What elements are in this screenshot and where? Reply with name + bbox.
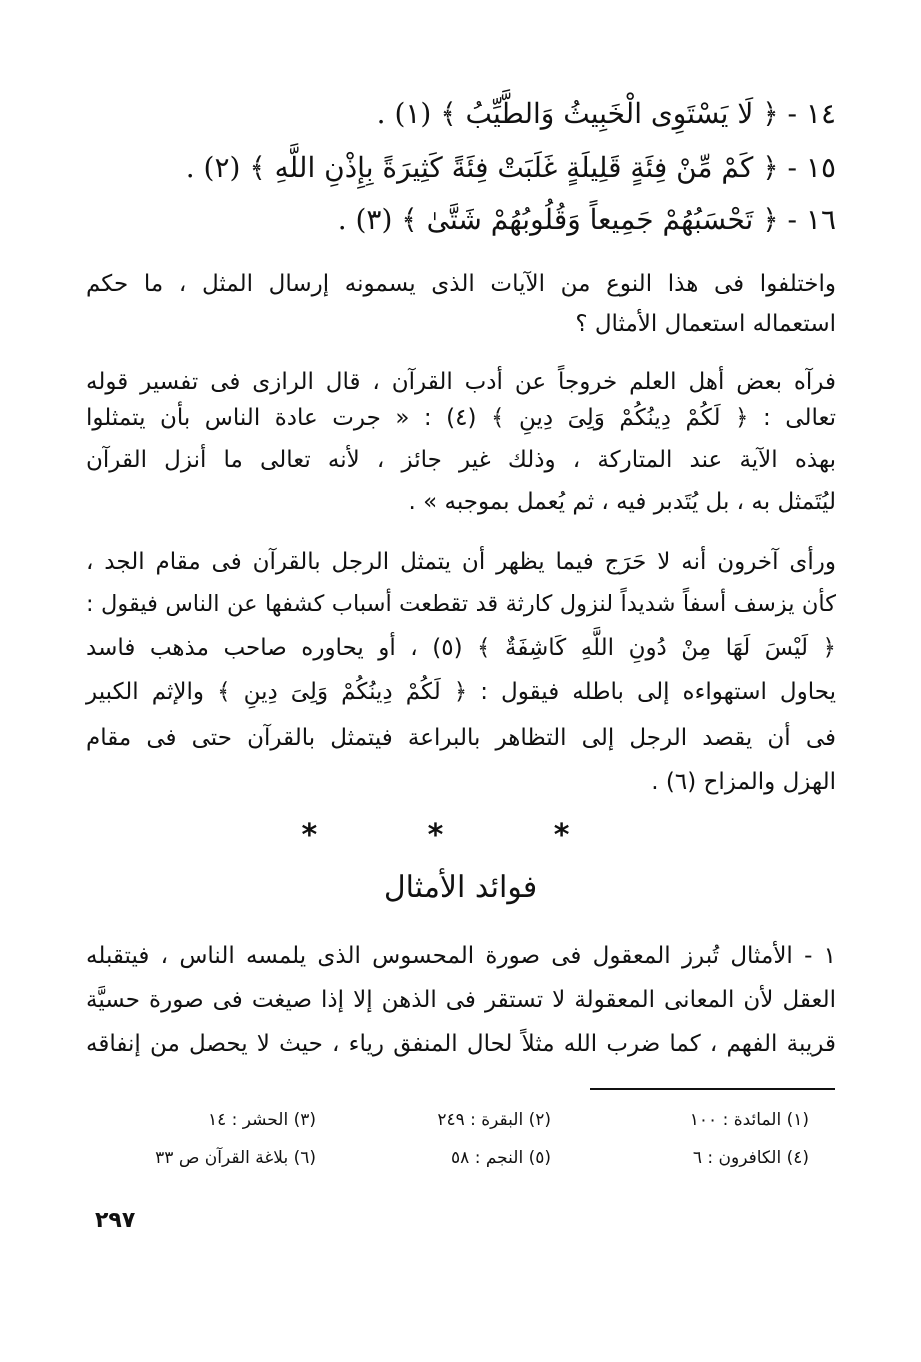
section-separator: * * *: [301, 818, 620, 853]
paragraph-3-line-4: يحاول استهواءه إلى باطله فيقول : ﴿ لَكُمْ دِينُكُمْ وَلِىَ دِينِ ﴾ والإثم الكبير: [86, 679, 836, 705]
footnote-1: (١) المائدة : ١٠٠: [689, 1110, 809, 1130]
section-title: فوائد الأمثال: [383, 870, 538, 905]
paragraph-1-line-2: استعماله استعمال الأمثال ؟: [575, 311, 836, 337]
paragraph-3-line-5: فى أن يقصد الرجل إلى التظاهر بالبراعة فيتمثل بالقرآن حتى فى مقام: [86, 725, 836, 751]
footnote-5: (٥) النجم : ٥٨: [451, 1148, 551, 1168]
paragraph-3-line-6: الهزل والمزاح (٦) .: [651, 769, 836, 795]
footnote-4: (٤) الكافرون : ٦: [692, 1148, 809, 1168]
paragraph-2-line-1: فرآه بعض أهل العلم خروجاً عن أدب القرآن ، قال الرازى فى تفسير قوله: [86, 369, 836, 395]
footnote-divider: [590, 1088, 835, 1090]
verse-15: ١٥ - ﴿ كَمْ مِّنْ فِئَةٍ قَلِيلَةٍ غَلَبَتْ فِئَةً كَثِيرَةً بِإِذْنِ اللَّهِ ﴾ (٢) .: [185, 151, 836, 184]
paragraph-4-line-2: العقل لأن المعانى المعقولة لا تستقر فى الذهن إلا إذا صيغت فى صورة حسيَّة: [86, 987, 836, 1013]
footnote-6: (٦) بلاغة القرآن ص ٣٣: [155, 1148, 316, 1168]
paragraph-4-line-1: ١ - الأمثال تُبرز المعقول فى صورة المحسوس الذى يلمسه الناس ، فيتقبله: [86, 943, 836, 969]
paragraph-1-line-1: واختلفوا فى هذا النوع من الآيات الذى يسمونه إرسال المثل ، ما حكم: [86, 271, 836, 297]
paragraph-3-line-1: ورأى آخرون أنه لا حَرَج فيما يظهر أن يتمثل الرجل بالقرآن فى مقام الجد ،: [86, 549, 836, 575]
footnote-2: (٢) البقرة : ٢٤٩: [437, 1110, 551, 1130]
verse-14: ١٤ - ﴿ لَا يَسْتَوِى الْخَبِيثُ وَالطَّيِّبُ ﴾ (١) .: [376, 97, 836, 130]
page-number: ٢٩٧: [95, 1208, 136, 1233]
footnote-3: (٣) الحشر : ١٤: [207, 1110, 316, 1130]
paragraph-4-line-3: قريبة الفهم ، كما ضرب الله مثلاً لحال المنفق رياء ، حيث لا يحصل من إنفاقه: [86, 1031, 836, 1057]
verse-16: ١٦ - ﴿ تَحْسَبُهُمْ جَمِيعاً وَقُلُوبُهُمْ شَتَّىٰ ﴾ (٣) .: [337, 203, 836, 236]
paragraph-3-line-2: كأن يزسف أسفاً شديداً لنزول كارثة قد تقطعت أسباب كشفها عن الناس فيقول :: [86, 591, 836, 617]
paragraph-2-line-4: ليُتَمثل به ، بل يُتَدبر فيه ، ثم يُعمل بموجبه » .: [408, 489, 836, 515]
paragraph-2-line-2: تعالى : ﴿ لَكُمْ دِينُكُمْ وَلِىَ دِينِ ﴾ (٤) : « جرت عادة الناس بأن يتمثلوا: [86, 405, 836, 431]
paragraph-3-line-3: ﴿ لَيْسَ لَهَا مِنْ دُونِ اللَّهِ كَاشِفَةٌ ﴾ (٥) ، أو يحاوره صاحب مذهب فاسد: [86, 635, 836, 661]
paragraph-2-line-3: بهذه الآية عند المتاركة ، وذلك غير جائز ، لأنه تعالى ما أنزل القرآن: [86, 447, 836, 473]
